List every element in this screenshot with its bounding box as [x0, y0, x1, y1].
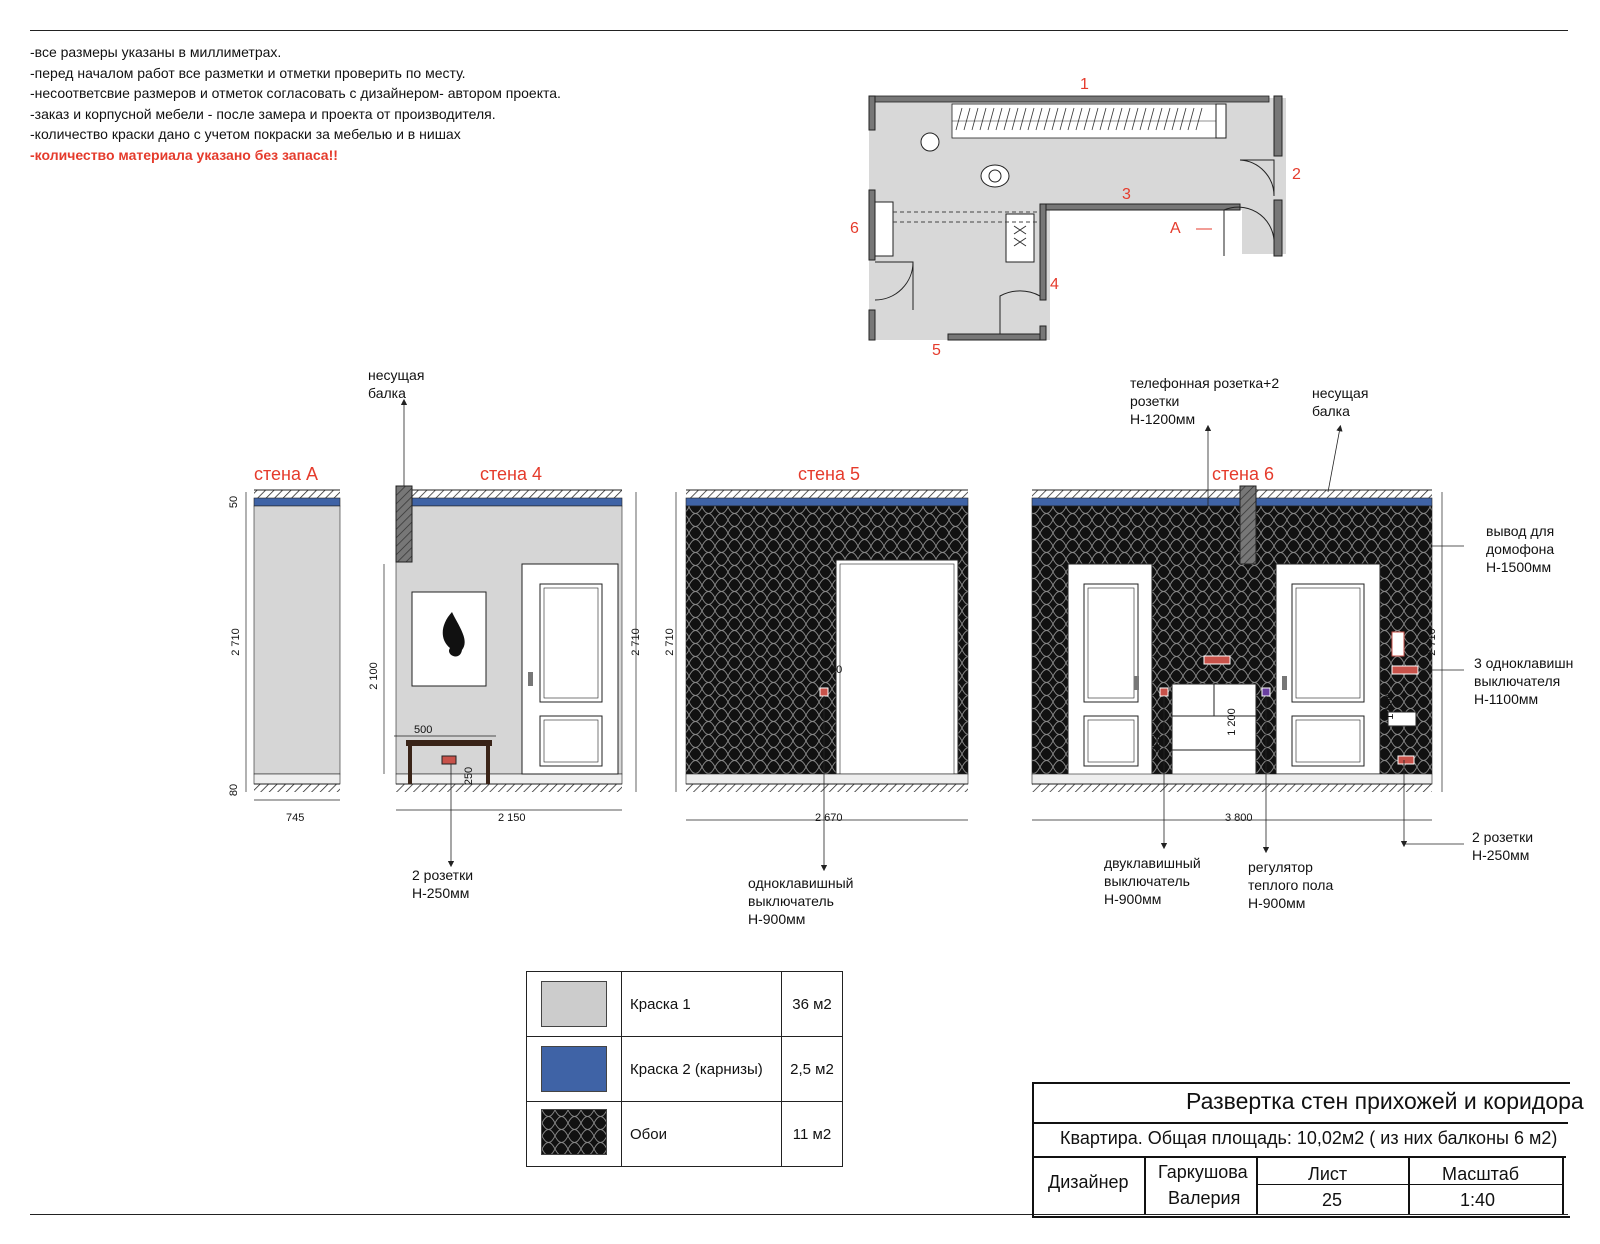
- sheet-value: 25: [1322, 1190, 1343, 1210]
- dim-height: 250: [463, 766, 476, 786]
- dim-height: 1 500: [1383, 692, 1396, 720]
- drawing-subtitle: Квартира. Общая площадь: 10,02м2 ( из них балконы 6 м2): [1060, 1128, 1558, 1148]
- plan-label: 6: [850, 220, 859, 237]
- wall-5-title: стена 5: [798, 464, 861, 484]
- annotation-intercom: вывод для домофона Н-1500мм: [1486, 523, 1555, 575]
- note: -все размеры указаны в миллиметрах.: [30, 44, 282, 60]
- tb-line: [1032, 1122, 1568, 1124]
- note: -заказ и корпусной мебели - после замера и проекта от производителя.: [30, 105, 496, 122]
- plan-label: 3: [1122, 186, 1131, 203]
- legend-name: Обои: [622, 1102, 782, 1167]
- tb-line: [1144, 1156, 1146, 1214]
- materials-legend: [526, 971, 843, 1167]
- designer-name: Валерия: [1168, 1188, 1241, 1208]
- drawing-title: Развертка стен прихожей и коридора: [1186, 1088, 1584, 1114]
- annotation-switch-5: одноклавишный выключатель Н-900мм: [748, 875, 854, 927]
- dim-height: 2 710: [229, 628, 242, 656]
- annotation-phone: телефонная розетка+2 розетки Н-1200мм: [1130, 375, 1280, 427]
- floor-plan: [869, 96, 1286, 340]
- dim-height: 2 710: [663, 628, 676, 656]
- tb-line: [1408, 1156, 1410, 1214]
- legend-value: 11 м2: [782, 1102, 843, 1167]
- dim-width: 745: [286, 812, 305, 824]
- dim-height: 2 710: [629, 628, 642, 656]
- annotation-floor-regulator: регулятор теплого пола Н-900мм: [1248, 859, 1334, 911]
- legend-name: Краска 2 (карнизы): [622, 1037, 782, 1102]
- tb-line: [1256, 1156, 1258, 1214]
- tb-line: [1562, 1156, 1564, 1214]
- dim-width: 2 150: [498, 812, 526, 824]
- designer-name: Гаркушова: [1158, 1162, 1248, 1182]
- annotation-beam-right: несущая балка: [1312, 385, 1369, 419]
- wall-6: [1032, 486, 1442, 820]
- swatch-paint-1: [541, 981, 607, 1027]
- designer-label: Дизайнер: [1048, 1172, 1129, 1192]
- wall-5: [676, 490, 968, 820]
- plan-label: 1: [1080, 76, 1089, 93]
- swatch-wallpaper: [541, 1109, 607, 1155]
- note: -перед началом работ все разметки и отметки проверить по месту.: [30, 64, 466, 81]
- wall-4: [384, 486, 636, 810]
- dim-height: 900: [1151, 734, 1164, 754]
- legend-row: [527, 972, 843, 1037]
- plan-label: 4: [1050, 276, 1059, 293]
- annotation-sockets-4: 2 розетки Н-250мм: [412, 867, 474, 901]
- annotation-switch2: двуклавишный выключатель Н-900мм: [1104, 855, 1201, 907]
- dim-height: 1 200: [1225, 708, 1238, 736]
- dim-switch: 90: [830, 664, 843, 676]
- annotation-switches3: 3 одноклавишн выключателя Н-1100мм: [1474, 655, 1574, 707]
- plan-label: 5: [932, 342, 941, 359]
- legend-value: 2,5 м2: [782, 1037, 843, 1102]
- plan-label: A: [1170, 220, 1181, 237]
- plan-label: 2: [1292, 166, 1301, 183]
- wall-6-title: стена 6: [1212, 464, 1275, 484]
- dim-bench: 500: [414, 724, 433, 736]
- wall-a: [246, 490, 340, 800]
- legend-name: Краска 1: [622, 972, 782, 1037]
- dim-height: 2 710: [1425, 628, 1438, 656]
- scale-label: Масштаб: [1442, 1164, 1520, 1184]
- dim-width: 3 800: [1225, 812, 1253, 824]
- annotation-beam-left: несущая балка: [368, 367, 425, 401]
- wall-a-title: стена А: [254, 464, 319, 484]
- swatch-paint-2: [541, 1046, 607, 1092]
- note-warning: -количество материала указано без запаса!!: [30, 146, 338, 163]
- legend-row: [527, 1037, 843, 1102]
- dim-height: 80: [228, 783, 241, 797]
- dim-height: 50: [228, 495, 241, 509]
- dim-height: 2 100: [367, 662, 380, 690]
- sheet-label: Лист: [1308, 1164, 1348, 1184]
- scale-value: 1:40: [1460, 1190, 1496, 1210]
- tb-line: [1032, 1156, 1566, 1158]
- note: -количество краски дано с учетом покраски за мебелью и в нишах: [30, 126, 461, 142]
- legend-value: 36 м2: [782, 972, 843, 1037]
- annotation-sockets-6: 2 розетки Н-250мм: [1472, 829, 1534, 863]
- wall-4-title: стена 4: [480, 464, 543, 484]
- legend-row: [527, 1102, 843, 1167]
- note: -несоответсвие размеров и отметок согласовать с дизайнером- автором проекта.: [30, 85, 561, 101]
- dim-width: 2 670: [815, 812, 843, 824]
